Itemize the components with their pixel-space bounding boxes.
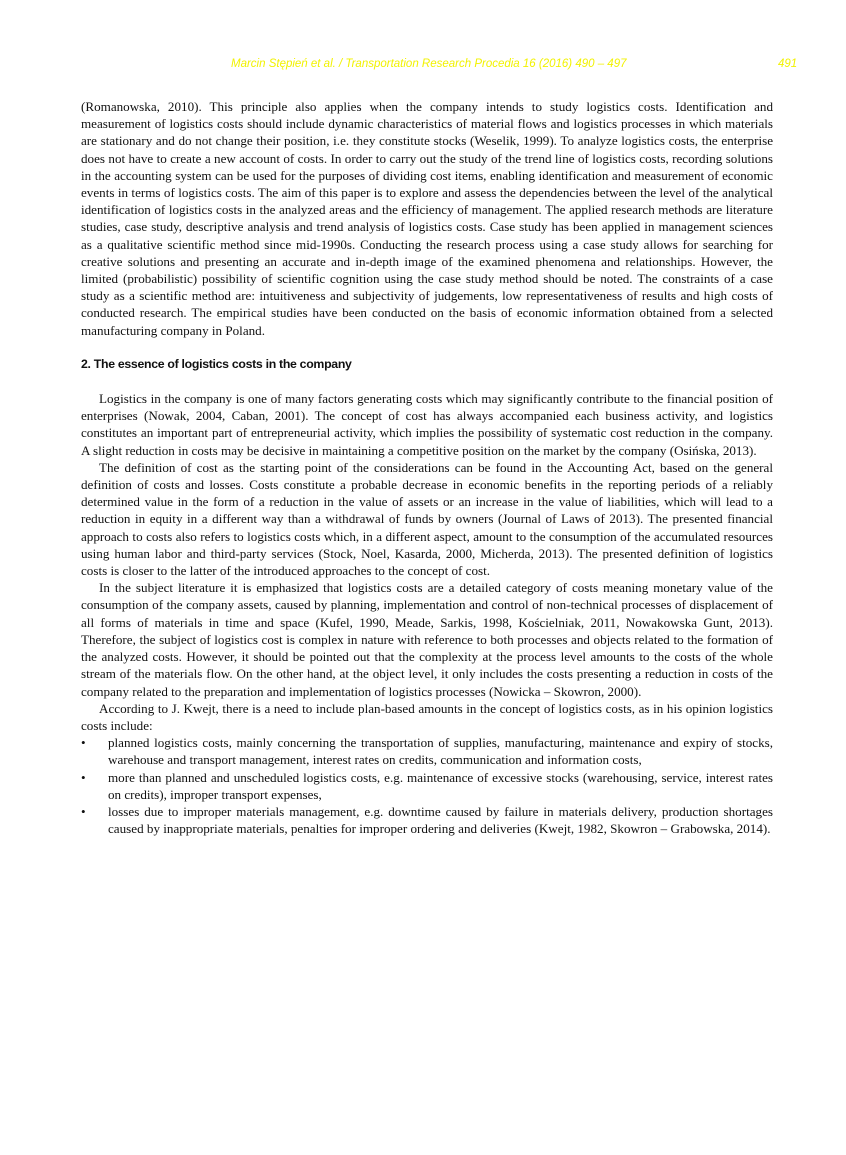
paragraph: Logistics in the company is one of many factors generating costs which may significantly contribute to the financial position of enterprises (Nowak, 2004, Caban, 2001). The concept of cost has always accompanied each business activity, and logistics constitutes an important part of entrepreneurial activity, which implies the possibility of systematic cost reduction in the company. A slight reduction in costs may be decisive in maintaining a competitive position on the market by the company (Osińska, 2013). (81, 391, 773, 458)
bullet-icon: • (81, 769, 86, 785)
list-item-text: losses due to improper materials management, e.g. downtime caused by failure in materials delivery, production shortages caused by inappropriate materials, penalties for improper ordering and deliveries (Kwejt, 1982, Skowron – Grabowska, 2014). (108, 803, 773, 837)
paragraph: In the subject literature it is emphasized that logistics costs are a detailed category of costs meaning monetary value of the consumption of the company assets, caused by planning, implementation and control of non-technical processes of displacement of all forms of materials in time and space (Kufel, 1990, Meade, Sarkis, 1998, Kościelniak, 2011, Nowakowska Gunt, 2013). Therefore, the subject of logistics cost is complex in nature with reference to both processes and objects related to the formation of the analyzed costs. However, it should be pointed out that the complexity at the process level amounts to the costs of the whole stream of the materials flow. On the other hand, at the object level, it only includes the costs presenting a reduction in costs of the company related to the preparation and implementation of logistics processes (Nowicka – Skowron, 2000). (81, 580, 773, 699)
paragraph: According to J. Kwejt, there is a need to include plan-based amounts in the concept of logistics costs, as in his opinion logistics costs include: (81, 700, 773, 733)
bullet-icon: • (81, 803, 86, 819)
running-title: Marcin Stępień et al. / Transportation Research Procedia 16 (2016) 490 – 497 (231, 58, 627, 70)
list-item-text: planned logistics costs, mainly concerning the transportation of supplies, manufacturing, maintenance and expiry of stocks, warehouse and transport management, interest rates on credits, communication and information costs, (108, 735, 773, 768)
list-item (81, 734, 773, 768)
bullet-list (81, 734, 773, 837)
section-heading: 2. The essence of logistics costs in the company (81, 356, 352, 371)
page-number: 491 (778, 58, 798, 70)
paragraph: The definition of cost as the starting point of the considerations can be found in the Accounting Act, based on the general definition of costs and losses. Costs constitute a probable decrease in economic benefits in the reporting periods of a reliably determined value in the form of a reduction in the value of assets or an increase in the value of liabilities, which will lead to a reduction in equity in a different way than a withdrawal of funds by owners (Journal of Laws of 2013). The presented financial approach to costs also refers to logistics costs which, in a different aspect, amount to the consumption of the accumulated resources using human labor and third-party services (Stock, Noel, Kasarda, 2000, Micherda, 2013). The presented definition of logistics costs is closer to the latter of the introduced approaches to the concept of cost. (81, 459, 773, 579)
intro-paragraph: (Romanowska, 2010). This principle also applies when the company intends to study logistics costs. Identification and measurement of logistics costs should include dynamic characteristics of material flows and logistics processes in which materials are stationary and do not change their position, i.e. they constitute stocks (Weselik, 1999). To analyze logistics costs, the enterprise does not have to create a new account of costs. In order to carry out the study of the trend line of logistics costs, recording solutions in the accounting system can be used for the purposes of dividing cost items, enabling identification and measurement of economic events in terms of logistics costs. The aim of this paper is to explore and assess the dependencies between the level of the analytical identification of logistics costs in the analyzed areas and the efficiency of management. The applied research methods are literature studies, case study, descriptive analysis and trend analysis of logistics costs. Case study has been applied in management sciences as a qualitative scientific method since mid-1990s. Conducting the research process using a case study allows for searching for creative solutions and presenting an accurate and in-depth image of the examined phenomena and relationships. However, the limited (probabilistic) possibility of scientific cognition using the case study method should be noted. The constraints of a case study as a scientific method are: intuitiveness and subjectivity of judgements, low representativeness of results and high costs of conducted research. The empirical studies have been conducted on the basis of economic information obtained from a selected manufacturing company in Poland. (81, 99, 773, 338)
list-item (81, 803, 773, 837)
bullet-icon: • (81, 735, 86, 751)
list-item (81, 769, 773, 803)
article-body (81, 98, 773, 837)
list-item-text: more than planned and unscheduled logistics costs, e.g. maintenance of excessive stocks (warehousing, service, interest rates on credits), improper transport expenses, (108, 769, 773, 802)
